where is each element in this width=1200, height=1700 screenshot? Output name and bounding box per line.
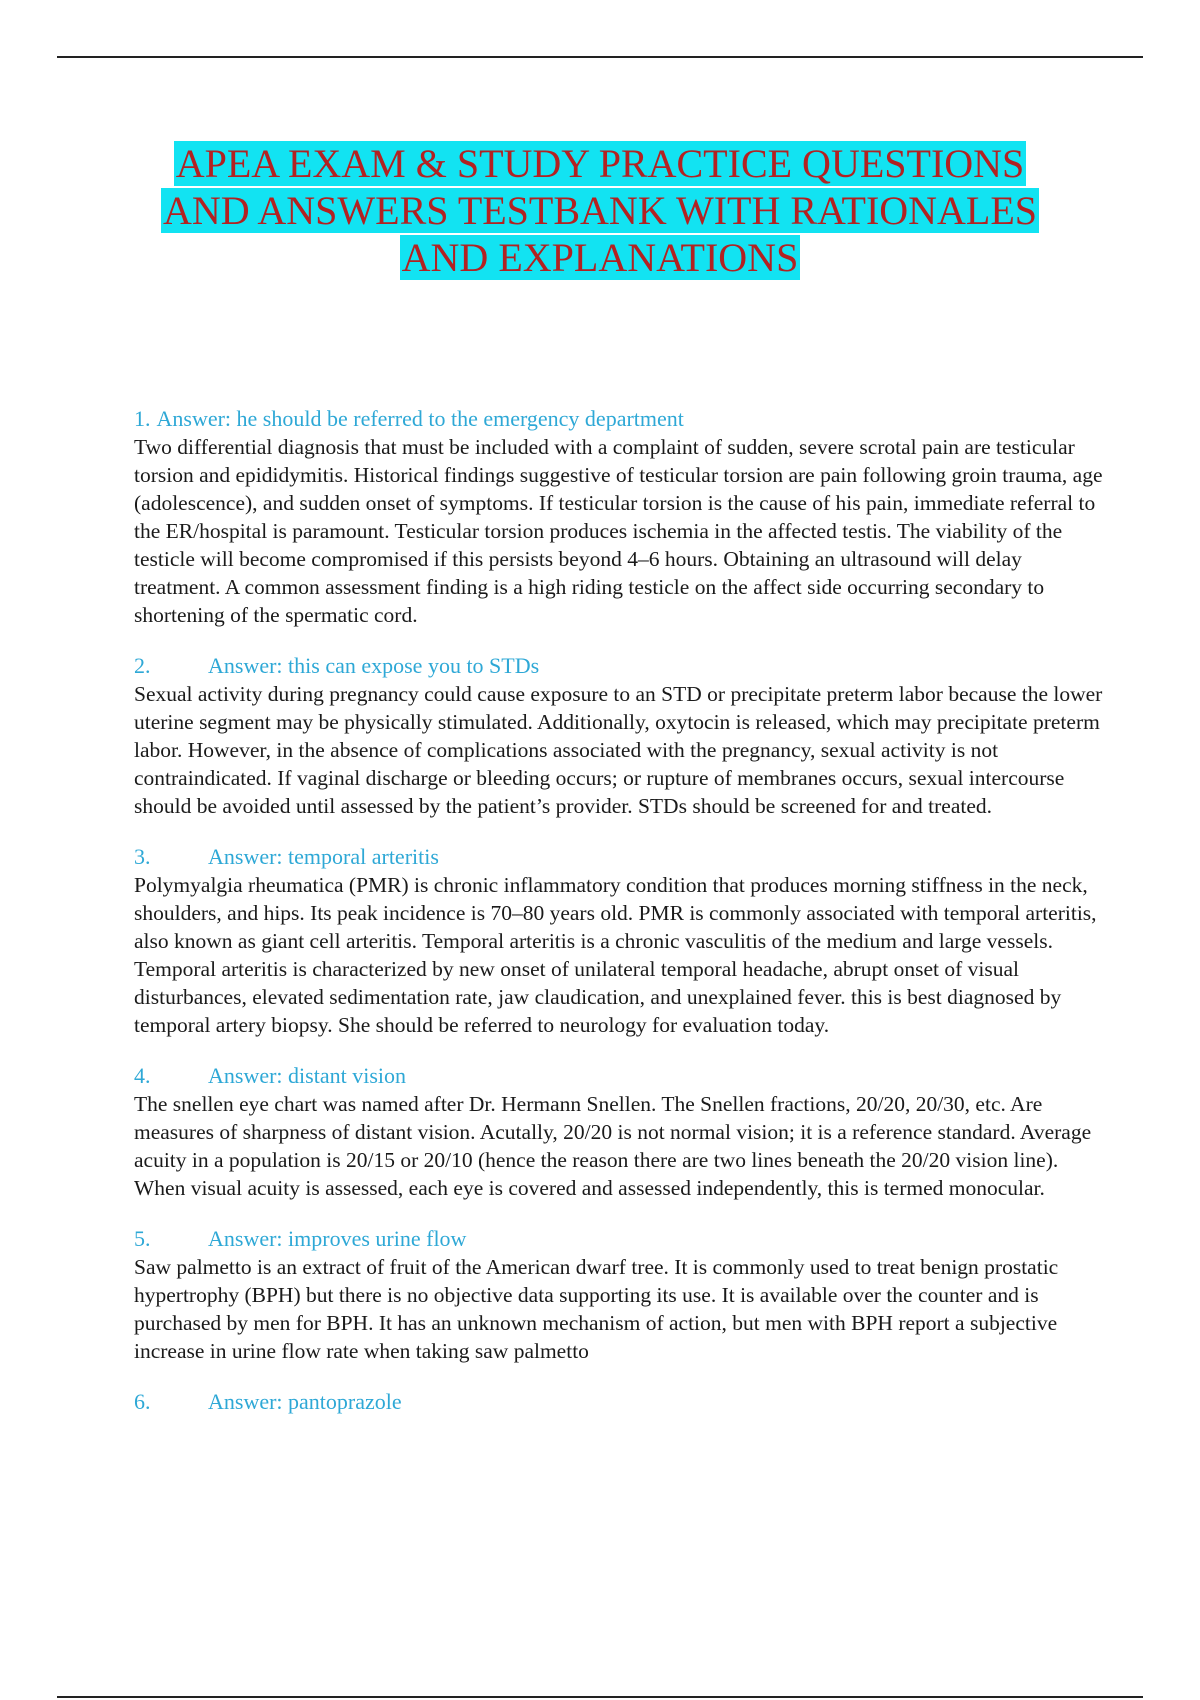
answer-number: 4. xyxy=(134,1063,151,1088)
answer-heading-2 xyxy=(134,652,1106,680)
title-line-3: AND EXPLANATIONS xyxy=(401,235,799,280)
answer-heading-1 xyxy=(134,405,1106,433)
qa-item-6 xyxy=(134,1388,1106,1416)
answer-heading-4 xyxy=(134,1062,1106,1090)
answer-text: Answer: he should be referred to the emergency department xyxy=(156,406,684,431)
document-title xyxy=(120,140,1080,281)
answer-number: 1. xyxy=(134,406,151,431)
title-line-1: APEA EXAM & STUDY PRACTICE QUESTIONS xyxy=(175,141,1025,186)
answer-heading-5 xyxy=(134,1225,1106,1253)
answer-text: Answer: distant vision xyxy=(208,1063,406,1088)
answer-number: 5. xyxy=(134,1226,151,1251)
rationale-paragraph: Sexual activity during pregnancy could cause exposure to an STD or precipitate preterm labor because the lower uterine segment may be physically stimulated. Additionally, oxytocin is released, which may precipitate preterm labor. However, in the absence of complications associated with the pregnancy, sexual activity is not contraindicated. If vaginal discharge or bleeding occurs; or rupture of membranes occurs, sexual intercourse should be avoided until assessed by the patient’s provider. STDs should be screened for and treated. xyxy=(134,682,1103,818)
qa-list xyxy=(134,405,1106,1439)
qa-item-5 xyxy=(134,1225,1106,1365)
title-line-2: AND ANSWERS TESTBANK WITH RATIONALES xyxy=(162,188,1038,233)
qa-item-3 xyxy=(134,843,1106,1039)
qa-item-1 xyxy=(134,405,1106,629)
rationale-paragraph: The snellen eye chart was named after Dr. Hermann Snellen. The Snellen fractions, 20/20, 20/30, etc. Are measures of sharpness of distant vision. Acutally, 20/20 is not normal vision; it is a reference standard. Average acuity in a population is 20/15 or 20/10 (hence the reason there are two lines beneath the 20/20 vision line). When visual acuity is assessed, each eye is covered and assessed independently, this is termed monocular. xyxy=(134,1092,1092,1200)
answer-heading-6 xyxy=(134,1388,1106,1416)
rationale-paragraph: Saw palmetto is an extract of fruit of the American dwarf tree. It is commonly used to treat benign prostatic hypertrophy (BPH) but there is no objective data supporting its use. It is available over the counter and is purchased by men for BPH. It has an unknown mechanism of action, but men with BPH report a subjective increase in urine flow rate when taking saw palmetto xyxy=(134,1255,1059,1363)
answer-number: 3. xyxy=(134,844,151,869)
answer-text: Answer: pantoprazole xyxy=(208,1389,402,1414)
answer-text: Answer: temporal arteritis xyxy=(208,844,439,869)
bottom-rule xyxy=(57,1696,1143,1698)
qa-item-4 xyxy=(134,1062,1106,1202)
rationale-paragraph: Two differential diagnosis that must be included with a complaint of sudden, severe scrotal pain are testicular torsion and epididymitis. Historical findings suggestive of testicular torsion are pain following groin trauma, age (adolescence), and sudden onset of symptoms. If testicular torsion is the cause of his pain, immediate referral to the ER/hospital is paramount. Testicular torsion produces ischemia in the affected testis. The viability of the testicle will become compromised if this persists beyond 4–6 hours. Obtaining an ultrasound will delay treatment. A common assessment finding is a high riding testicle on the affect side occurring secondary to shortening of the spermatic cord. xyxy=(134,435,1103,627)
answer-heading-3 xyxy=(134,843,1106,871)
top-rule xyxy=(57,56,1143,58)
qa-item-2 xyxy=(134,652,1106,820)
answer-text: Answer: this can expose you to STDs xyxy=(208,653,540,678)
answer-number: 6. xyxy=(134,1389,151,1414)
rationale-paragraph: Polymyalgia rheumatica (PMR) is chronic inflammatory condition that produces morning stiffness in the neck, shoulders, and hips. Its peak incidence is 70–80 years old. PMR is commonly associated with temporal arteritis, also known as giant cell arteritis. Temporal arteritis is a chronic vasculitis of the medium and large vessels. Temporal arteritis is characterized by new onset of unilateral temporal headache, abrupt onset of visual disturbances, elevated sedimentation rate, jaw claudication, and unexplained fever. this is best diagnosed by temporal artery biopsy. She should be referred to neurology for evaluation today. xyxy=(134,873,1097,1037)
answer-number: 2. xyxy=(134,653,151,678)
answer-text: Answer: improves urine flow xyxy=(208,1226,467,1251)
